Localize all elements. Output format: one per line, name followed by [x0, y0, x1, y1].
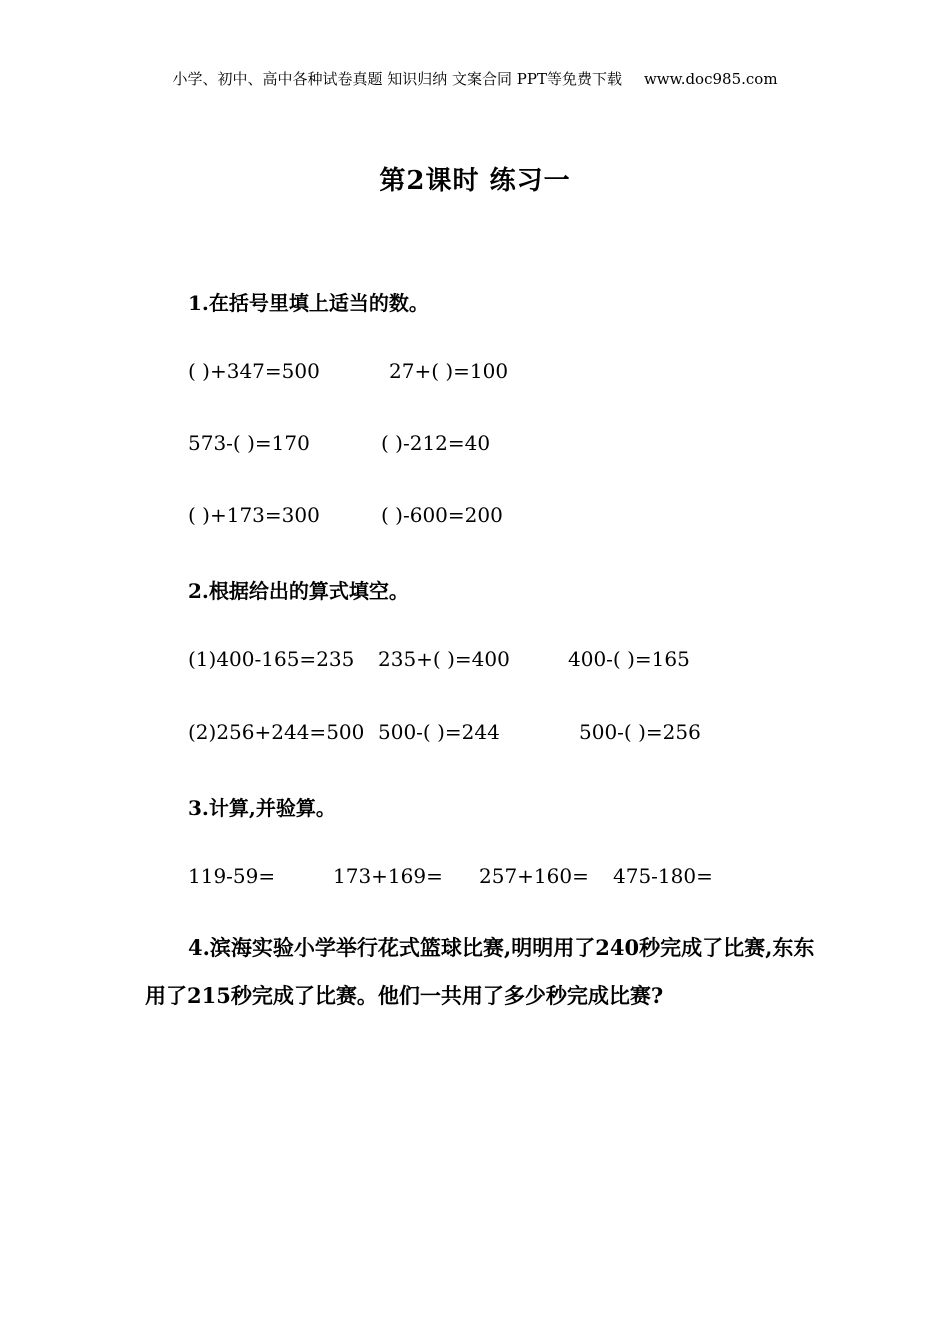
q1-row1-item2: 27+( )=100	[389, 359, 509, 383]
q1-row2-item1: 573-( )=170	[188, 431, 310, 455]
q3-item-2: 173+169=	[333, 864, 443, 888]
q1-row3-item1: ( )+173=300	[188, 503, 320, 527]
q2-heading: 2.根据给出的算式填空。	[188, 579, 409, 603]
header-site-url[interactable]: www.doc985.com	[643, 70, 778, 88]
q2-row1-item1: (1)400-165=235	[188, 647, 355, 671]
q4-word-problem: 4.滨海实验小学举行花式篮球比赛,明明用了240秒完成了比赛,东东用了215秒完成了比赛。他们一共用了多少秒完成比赛?	[145, 935, 815, 1008]
q3-item-3: 257+160=	[479, 864, 589, 888]
page-header	[0, 68, 950, 89]
q2-row1-item3: 400-( )=165	[568, 647, 690, 671]
q1-row3-item2: ( )-600=200	[381, 503, 503, 527]
q2-row2-item2: 500-( )=244	[378, 720, 500, 744]
q2-row2-item3: 500-( )=256	[579, 720, 701, 744]
q1-row2-item2: ( )-212=40	[381, 431, 491, 455]
q2-row1-item2: 235+( )=400	[378, 647, 510, 671]
q3-heading: 3.计算,并验算。	[188, 796, 336, 820]
q2-row2-item1: (2)256+244=500	[188, 720, 365, 744]
q3-item-1: 119-59=	[188, 864, 276, 888]
q1-heading: 1.在括号里填上适当的数。	[188, 291, 429, 315]
q3-item-4: 475-180=	[613, 864, 713, 888]
page-title: 第2课时 练习一	[379, 166, 571, 196]
header-text: 小学、初中、高中各种试卷真题 知识归纳 文案合同 PPT等免费下载	[172, 70, 622, 88]
q1-row1-item1: ( )+347=500	[188, 359, 320, 383]
